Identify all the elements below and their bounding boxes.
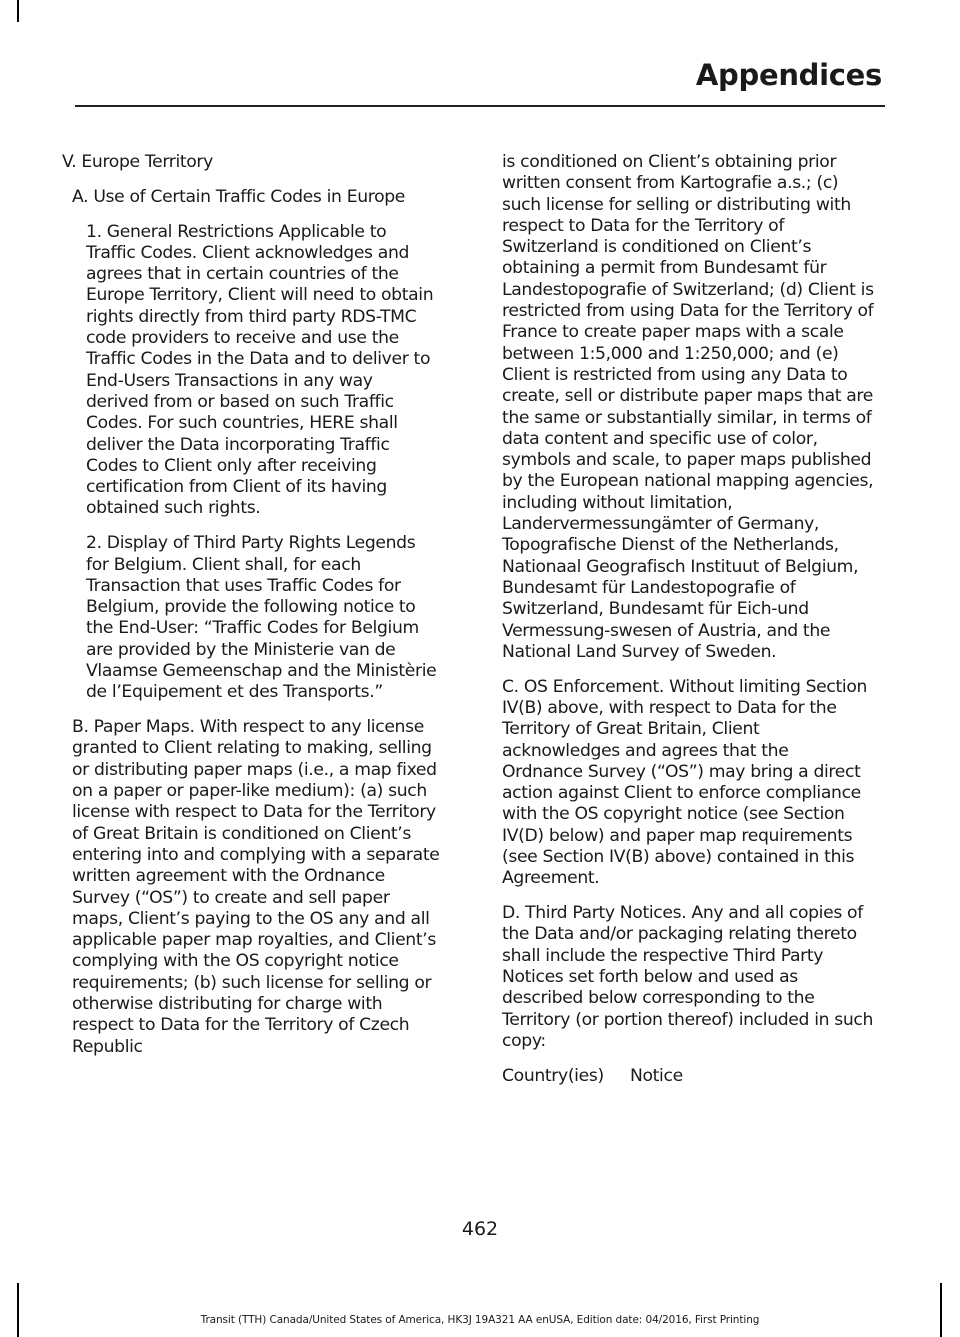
- paragraph: D. Third Party Notices. Any and all copies of the Data and/or packaging relating thereto shall include the respective Third Party Notices set forth below and used as described below corresponding to the Territory (or portion thereof) included in such copy:: [502, 903, 874, 1051]
- table-header-notice: Notice: [630, 1065, 683, 1086]
- notice-table-header: [502, 1066, 874, 1087]
- crop-mark-bottom-left: [17, 1283, 19, 1337]
- footer-text: Transit (TTH) Canada/United States of America, HK3J 19A321 AA enUSA, Edition date: 04/2016, First Printing: [200, 1314, 760, 1326]
- page-number: 462: [461, 1218, 499, 1240]
- left-column: [62, 152, 440, 1071]
- paragraph: B. Paper Maps. With respect to any license granted to Client relating to making, selling or distributing paper maps (i.e., a map fixed on a paper or paper-like medium): (a) such license with respect to Data for the Territory of Great Britain is conditioned on Client’s entering into and complying with a separate written agreement with the Ordnance Survey (“OS”) to create and sell paper maps, Client’s paying to the OS any and all applicable paper map royalties, and Client’s complying with the OS copyright notice requirements; (b) such license for selling or otherwise distributing for charge with respect to Data for the Territory of Czech Republic: [72, 717, 440, 1057]
- subsection-heading: A. Use of Certain Traffic Codes in Europe: [72, 186, 406, 207]
- page-title: Appendices: [695, 58, 882, 92]
- section-heading: V. Europe Territory: [62, 152, 213, 172]
- table-header-country: Country(ies): [502, 1065, 604, 1086]
- paragraph: 1. General Restrictions Applicable to Traffic Codes. Client acknowledges and agrees that in certain countries of the Europe Territory, Client will need to obtain rights directly from third party RDS-TMC code providers to receive and use the Traffic Codes in the Data and to deliver to End-Users Transactions in any way derived from or based on such Traffic Codes. For such countries, HERE shall deliver the Data incorporating Traffic Codes to Client only after receiving certification from Client of its having obtained such rights.: [86, 221, 434, 519]
- crop-mark-top-left: [17, 0, 19, 22]
- header-divider: [75, 105, 885, 107]
- crop-mark-bottom-right: [940, 1283, 942, 1337]
- right-column: [502, 152, 874, 1087]
- paragraph: is conditioned on Client’s obtaining prior written consent from Kartografie a.s.; (c) such license for selling or distributing with respect to Data for the Territory of Switzerland is conditioned on Client’s obtaining a permit from Bundesamt für Landestopografie of Switzerland; (d) Client is restricted from using Data for the Territory of France to create paper maps with a scale between 1:5,000 and 1:250,000; and (e) Client is restricted from using any Data to create, sell or distribute paper maps that are the same or substantially similar, in terms of data content and specific use of color, symbols and scale, to paper maps published by the European national mapping agencies, including without limitation, Landervermessungämter of Germany, Topografische Dienst of the Netherlands, Nationaal Geografisch Instituut of Belgium, Bundesamt für Landestopografie of Switzerland, Bundesamt für Eich-und Vermessung-swesen of Austria, and the National Land Survey of Sweden.: [502, 152, 874, 662]
- paragraph: 2. Display of Third Party Rights Legends for Belgium. Client shall, for each Transaction that uses Traffic Codes for Belgium, provide the following notice to the End-User: “Traffic Codes for Belgium are provided by the Ministerie van de Vlaamse Gemeenschap and the Ministèrie de l’Equipement et des Transports.”: [86, 533, 437, 703]
- paragraph: C. OS Enforcement. Without limiting Section IV(B) above, with respect to Data for the Territory of Great Britain, Client acknowledges and agrees that the Ordnance Survey (“OS”) may bring a direct action against Client to enforce compliance with the OS copyright notice (see Section IV(D) below) and paper map requirements (see Section IV(B) above) contained in this Agreement.: [502, 676, 868, 889]
